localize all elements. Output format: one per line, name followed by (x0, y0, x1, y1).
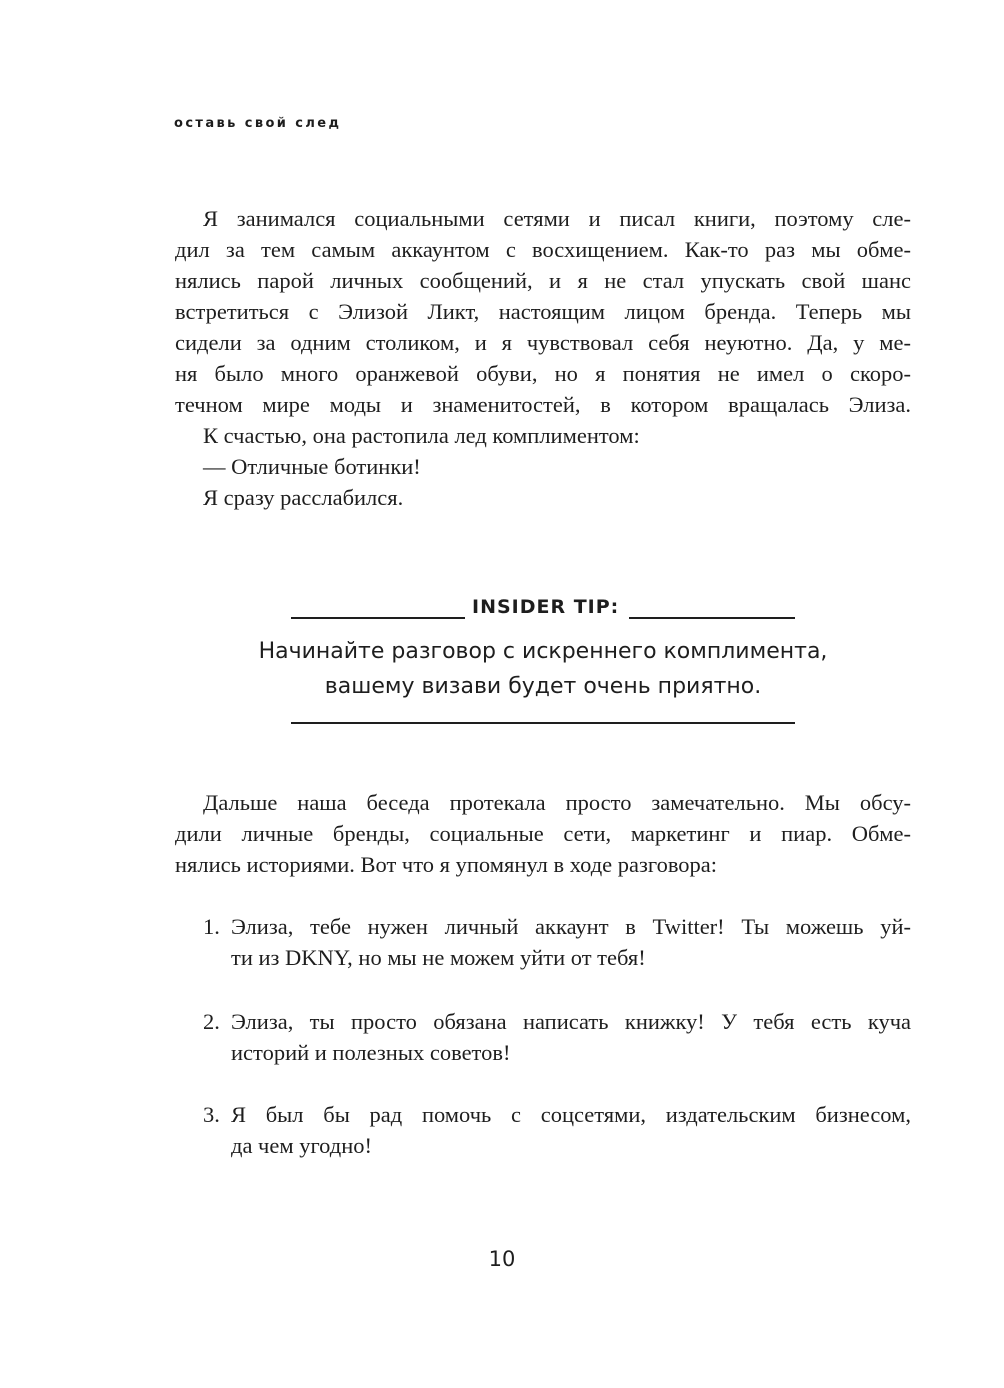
paragraph-1-line-5: сидели за одним столиком, и я чувствовал себя неуютно. Да, у ме- (175, 330, 911, 355)
insider-tip-rule-right (629, 617, 795, 619)
dialogue-line: — Отличные ботинки! (203, 454, 421, 479)
list-item-1-number: 1. (203, 914, 220, 939)
list-item-2-line-1: Элиза, ты просто обязана написать книжку! У тебя есть куча (231, 1009, 911, 1034)
paragraph-4-line-2: дили личные бренды, социальные сети, маркетинг и пиар. Обме- (175, 821, 911, 846)
insider-tip-rule-bottom (291, 722, 795, 724)
insider-tip-heading (291, 596, 795, 624)
paragraph-1-line-6: ня было много оранжевой обуви, но я понятия не имел о скоро- (175, 361, 911, 386)
list-item-1-line-1: Элиза, тебе нужен личный аккаунт в Twitter! Ты можешь уй- (231, 914, 911, 939)
paragraph-2: К счастью, она растопила лед комплиментом: (203, 423, 640, 448)
paragraph-1-line-3: нялись парой личных сообщений, и я не стал упускать свой шанс (175, 268, 911, 293)
paragraph-1 (175, 203, 911, 513)
list-item-3-line-1: Я был бы рад помочь с соцсетями, издательским бизнесом, (231, 1102, 911, 1127)
running-header: оставь свой след (174, 116, 342, 131)
list-item-3 (203, 1099, 911, 1161)
paragraph-3: Я сразу расслабился. (203, 485, 404, 510)
paragraph-4 (175, 787, 911, 880)
insider-tip-line-2: вашему визави будет очень приятно. (324, 674, 762, 699)
insider-tip-text (200, 634, 886, 704)
paragraph-1-line-7: течном мире моды и знаменитостей, в котором вращалась Элиза. (175, 392, 911, 417)
paragraph-1-line-2: дил за тем самым аккаунтом с восхищением. Как-то раз мы обме- (175, 237, 911, 262)
paragraph-4-line-1: Дальше наша беседа протекала просто замечательно. Мы обсу- (203, 790, 911, 815)
insider-tip-rule-left (291, 617, 465, 619)
list-item-3-number: 3. (203, 1102, 220, 1127)
list-item-3-line-2: да чем угодно! (231, 1133, 372, 1158)
paragraph-1-line-1: Я занимался социальными сетями и писал книги, поэтому сле- (203, 206, 911, 231)
insider-tip-line-1: Начинайте разговор с искреннего комплимента, (258, 639, 828, 664)
paragraph-4-line-3: нялись историями. Вот что я упомянул в ходе разговора: (175, 852, 718, 877)
list-item-1-line-2: ти из DKNY, но мы не можем уйти от тебя! (231, 945, 646, 970)
list-item-2-number: 2. (203, 1009, 220, 1034)
list-item-2 (203, 1006, 911, 1068)
list-item-2-line-2: историй и полезных советов! (231, 1040, 511, 1065)
insider-tip-label: INSIDER TIP: (472, 596, 620, 618)
page-number: 10 (488, 1247, 516, 1271)
paragraph-1-line-4: встретиться с Элизой Ликт, настоящим лицом бренда. Теперь мы (175, 299, 911, 324)
list-item-1 (203, 911, 911, 973)
